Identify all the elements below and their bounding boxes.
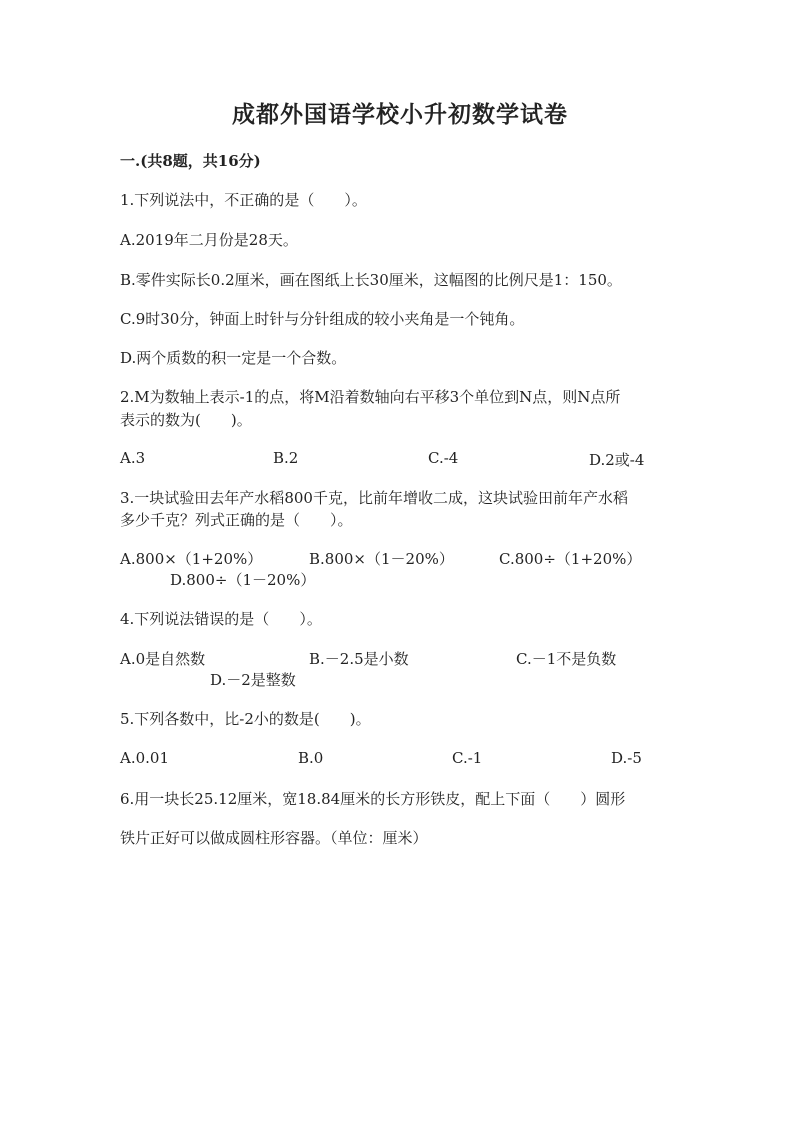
question-5-option-a: A.0.01 xyxy=(120,749,169,767)
question-4-option-c: C.－1不是负数 xyxy=(516,650,617,668)
question-2-stem-line-1: 2.M为数轴上表示-1的点，将M沿着数轴向右平移3个单位到N点，则N点所 xyxy=(120,388,621,406)
question-2-option-d: D.2或-4 xyxy=(589,451,645,469)
question-4-option-d: D.－2是整数 xyxy=(210,671,296,689)
question-3-stem-line-1: 3.一块试验田去年产水稻800千克，比前年增收二成，这块试验田前年产水稻 xyxy=(120,489,628,507)
question-3-stem-line-2: 多少千克？列式正确的是（ ）。 xyxy=(120,511,353,529)
question-3-option-a: A.800×（1+20%） xyxy=(120,550,263,568)
question-1-option-b: B.零件实际长0.2厘米，画在图纸上长30厘米，这幅图的比例尺是1：150。 xyxy=(120,271,622,289)
question-5-option-b: B.0 xyxy=(298,749,324,767)
question-3-option-d: D.800÷（1－20%） xyxy=(170,571,316,589)
question-3-option-c: C.800÷（1+20%） xyxy=(499,550,642,568)
question-5-stem: 5.下列各数中，比-2小的数是( )。 xyxy=(120,710,371,728)
question-1-option-a: A.2019年二月份是28天。 xyxy=(120,231,298,249)
question-6-stem-line-2: 铁片正好可以做成圆柱形容器。（单位：厘米） xyxy=(120,829,428,847)
section-heading: 一.(共8题，共16分) xyxy=(120,152,261,170)
exam-title: 成都外国语学校小升初数学试卷 xyxy=(232,101,568,128)
question-3-option-b: B.800×（1－20%） xyxy=(309,550,454,568)
question-6-stem-line-1: 6.用一块长25.12厘米，宽18.84厘米的长方形铁皮，配上下面（ ）圆形 xyxy=(120,790,626,808)
question-1-option-d: D.两个质数的积一定是一个合数。 xyxy=(120,349,347,367)
question-2-stem-line-2: 表示的数为( )。 xyxy=(120,411,252,429)
question-4-option-a: A.0是自然数 xyxy=(120,650,206,668)
question-5-option-c: C.-1 xyxy=(452,749,483,767)
question-5-option-d: D.-5 xyxy=(611,749,642,767)
question-1-option-c: C.9时30分，钟面上时针与分针组成的较小夹角是一个钝角。 xyxy=(120,310,525,328)
question-4-option-b: B.－2.5是小数 xyxy=(309,650,409,668)
question-1-stem: 1.下列说法中，不正确的是（ ）。 xyxy=(120,191,367,209)
question-2-option-a: A.3 xyxy=(120,449,146,467)
question-2-option-c: C.-4 xyxy=(428,449,459,467)
question-4-stem: 4.下列说法错误的是（ ）。 xyxy=(120,610,322,628)
question-2-option-b: B.2 xyxy=(273,449,299,467)
